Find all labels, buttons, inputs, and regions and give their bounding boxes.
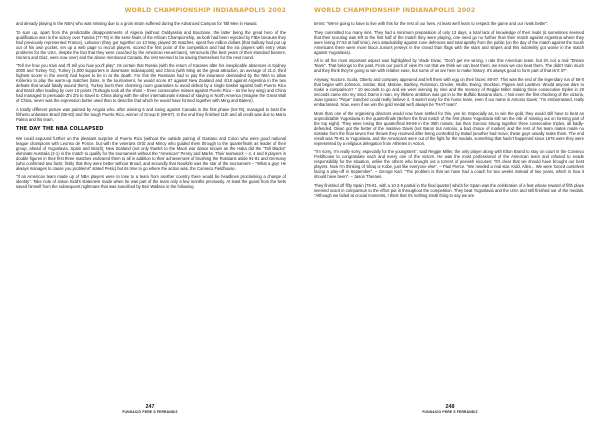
right-page bbox=[300, 0, 600, 424]
page-credit: FUNDACIÓ PERE S FERRÁNDIZ bbox=[122, 410, 178, 414]
right-page-footer bbox=[300, 404, 600, 414]
paragraph: We could expound further on the pleasant surprise of Puerto Rico (without the outside pairing of Gasiano and Colon who were good national league champions with Leonso de Ponce, but with the veterans Ortiz and Mincy who guided them through to the quarterfinals as leader of their group, ahead of Yugoslavia, Spain and Brazil), New Zealand (not only thanks to the Maori war dance known as the Haka did the "Tall Blacks" eliminate Australia (2-1) in the match to qualify for the tournament without the "American" Penny and Marks. Their teamwork – 4, 4 and 6 players in double figures in their first three matches endeared them to all in addition to their achievement of brushing the Russians aside 91-81 and Germany (who confirmed two facts; firstly that they were better without Broad, and secondly that Nowitzki was the star of the tournament – "What a guy! He always manages to cause you problems" stated Pesic) but its time to go where the action was, the Conseco Fieldhouse. bbox=[16, 135, 286, 171]
page-credit: FUNDACIÓ PERE S FERRÁNDIZ bbox=[422, 410, 478, 414]
paragraph: and already playing in the NBA) who was missing due to a groin strain suffered during the Advanced Campus for Tall Men in Hawaii. bbox=[16, 21, 258, 26]
right-body-text bbox=[314, 21, 584, 198]
running-head-left: WORLD CHAMPIONSHIP INDIANAPOLIS 2002 bbox=[124, 7, 286, 14]
paragraph: They committed too many sins. They had a minimum preparation of only 13 days, a total lack of knowledge of their rivals (it sometimes seemed that their scouting was left to the first half of the match they were playing, one need go no further than their match against Argentina where they were losing 37-53 at half time), zero attackability against zone defences and total apathy from the public (on the day of the match against the South Americans there were more Boca Juniors jerseys in the crowd than flags with the stars and stripes and this indolently got worse in the match against Yugoslavia). bbox=[314, 29, 584, 55]
section-heading: THE DAY THE NBA COLLAPSED bbox=[16, 125, 104, 132]
paragraph: They finished off fifty Spain (75-81, with a 10-2-5 partial in the final quarter) which for Spain was the celebration of a feat whose reward of fifth place seemed scant in comparison to the effort put in throughout the competition. They beat Yugoslavia and the USA and still finished out of the medals. "Although we failed at crucial moments, I think that it's nothing small thing to say we are bbox=[314, 183, 584, 199]
paragraph: "I'm sorry, I'm really sorry, especially for the youngsters", said Reggie Miller, the only player along with Elton Brand to stay on court in the Conseco Fieldhouse to congratulate each and every one of the victors. He was the most professional of the American team and refused to evade responsibility for the situation, unlike the others who brought out a torrent of peevish excuses: "It's clear that we should have brought our best players. Now I'm thinking of Shaq or Kobe, just like everyone else". – Paul Pierce. "We needed a real star. Kidd, Allen... We were forced ourselves facing a play-off in September". – George Karl. "The problem is that we have had a coach for two weeks instead of two years, which is how it should have been". – Jason Theraes. bbox=[314, 149, 584, 180]
left-body-text bbox=[16, 21, 286, 189]
page-number: 248 bbox=[445, 404, 455, 410]
paragraph: All in all the most important aspect was highlighted by Vlade Divac, "Don't get me wrong, I rate this American team, but it's not a real "Dream Team". That belongs to the past. From our point of view it's not that we think we can beat them, we know we can beat them. The didn't train much and they think they're going to win with relative ease, but some of us are here to make history. It's always good to form part of that isn't it?" bbox=[314, 58, 584, 74]
left-page-footer bbox=[0, 404, 300, 414]
paragraph: A totally different picture was painted by Angola who, after winning 5 and losing against Canada in the first phase (84-76), managed to beat the hitherto unbeaten Brazil (86-83) and the tough Puerto Rico, winner of Group E (89-87). In the end they finished 11th and all credit was due to Mario Palma and his team. bbox=[16, 107, 286, 123]
running-head-right: WORLD CHAMPIONSHIP INDIANAPOLIS 2002 bbox=[314, 7, 476, 14]
paragraph: To sum up, apart from the predictable disappointments of Algeria (without Ouldyassia and Bouziane, the latter being the great hero of the qualification won in the victory over Tunisia (77-76) in the semi-finals of the African Championship, as both had been rejected by FIBA because they had previously represented France), Lebanon (they got together on 13 May, played 30 matches, spent five million dollars [that Salkaly had put up out of his own pocket, set up a web page to recruit players, scored the first point of the competition and had the six players with entry visas problems for the USA, despite the fact that they were coached by the American Heuermann), Venezuela (the best years of their standard bearers, Hurrera and Diaz, were now over) and the above mentioned Canada, the rest seemed to be saving themselves for the next round. bbox=[16, 29, 286, 60]
paragraph: Anyway, Noctoni, Scola, Oberto and company appeared and left them with egg on their faces: 80-87. This was the end of the legendary run of 58-0 that began with Johnson, Jordan, Bird, Malone, Barkley, Robinson, Drexler, Mullin, Ewing, Stockton, Pippen and Laettner. Would anyone dare to make a comparison? " 10 seconds to go and we were winning by nine and the memory of Reggie Miller making three consecutive triples in 20 seconds came into my mind. Damn it man, my lifetime ambition was got in to the Buffalo Banana slam...! Not even the first checking of the victoria, Juan Ignacio "Pepe" Sanchez could really believe it. It wasn't easy for the home team, even if our name is Antonio Davis: "I'm embarrassed, really embarrassed. Now, even if we win the gold medal we'll always be THAT team". bbox=[314, 76, 584, 107]
page-number: 247 bbox=[145, 404, 155, 410]
paragraph: terms: "We're going to have to live with this for the rest of our lives. At least we'll learn to respect the game and our rivals better". bbox=[314, 21, 549, 26]
paragraph: "Tell me how you train and I'll tell you how you'll play". Its certain that Russia (with the return of Karasev after his inexplicable absences in Sydney 2000 and Turkey '01), Turkey (1,000 supporters in downtown Indianapolis) and China (with Ming as the great attraction, an average of 21.0, third highest scorer in the event) had hopes to be in at the death. For this the Russians had to pay the insurance demanded by the NBA to allow Kirilenko to play the warm-up matches (later, in the tournament, he would score 67 against New Zealand and 4/18 against Argentina in the two defeats that would fatally wound them), Turkey burst their charming room guaranties to avoid defeat by a single basket against both Puerto Rico and Brazil after leading by over 10 points (Turkoglu took all the shots – three consecutive misses against Puerto Rico – as the key wing) and China had managed to persuade Zhi Zhi to travel to China along with the other internationals instead of staying in North America (Imagine the Great Wall of China, never was the expression better used than to describe that which he would have formed together with Ming and Batere). bbox=[16, 63, 286, 104]
paragraph: More than one of the organising directors would now have settled for this, yes sir. Especially as, to win the gold, they would still have to beat an unpredictable Yugoslavia in the quarterfinals (Before the final match of the first phase Yugoslavia still ran the risk of missing out on forming part of the top eight). They were losing this quarterfinal 69-59 in the 35th minute, but then Gurovic strung together three consecutive triples, all badly-defended, Divac got the better of the massive Davis (not Baron but Antonio, a bad choice of marker) and the rest of his team mates made no mistake from the final seven free throws they received after being controlled by Bolad (another bad move, these guys usually make them. The end result was 78-81 to Yugoslavia, and the Americans were out of the fight for the medals, something that hadn't happened since 1978 were they were represented by a religious delegation from Athletes in Action. bbox=[314, 110, 584, 146]
paragraph: "If an American team made up of NBA players were to lose to a team from another country there would be headlines proclaiming a change of identity". Take note of Jason Kidd's statement made when he was part of the team only a few months previously. At least the guard from the Nets saved himself from the subsequent nightmare that was suscribed by Ben Wallace in the following bbox=[16, 174, 286, 190]
